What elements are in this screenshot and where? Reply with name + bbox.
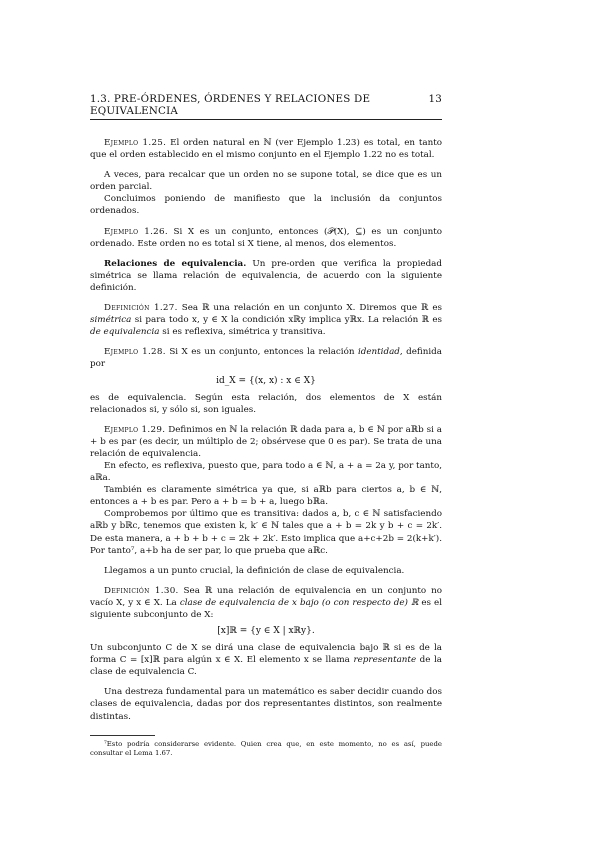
example-label: Ejemplo 1.26. [104, 226, 168, 237]
paragraph-simetrica: También es claramente simétrica ya que, si aℝb para ciertos a, b ∈ ℕ, entonces a + b es par. Pero a + b = b + a, luego bℝa. [90, 485, 442, 508]
running-header [90, 93, 442, 120]
footnote: ⁷Esto podría considerarse evidente. Quien crea que, en este momento, no es así, puede consultar el Lema 1.67. [90, 739, 442, 758]
paragraph-llegamos: Llegamos a un punto crucial, la definición de clase de equivalencia. [104, 565, 405, 576]
footnote-rule [90, 735, 155, 736]
paragraph-relaciones-equivalencia: Relaciones de equivalencia. Un pre-orden que verifica la propiedad simétrica se llama relación de equivalencia, de acuerdo con la siguiente definición. [90, 258, 442, 293]
paragraph-concluimos: Concluimos poniendo de manifiesto que la inclusión da conjuntos ordenados. [90, 194, 442, 217]
example-label: Ejemplo 1.28. [104, 347, 166, 358]
example-1-26: Ejemplo 1.26. Si X es un conjunto, entonces (𝒫(X), ⊆) es un conjunto ordenado. Este orden no es total si X tiene, al menos, dos elementos. [90, 226, 443, 249]
page-number: 13 [428, 93, 442, 105]
definition-1-27: Definición 1.27. Sea ℝ una relación en un conjunto X. Diremos que ℝ es simétrica si para todo x, y ∈ X la condición xℝy implica yℝx. La relación ℝ es de equivalencia si es reflexiva, simétrica y transitiva. [90, 303, 442, 338]
definition-label: Definición 1.30. [104, 585, 179, 596]
definition-label: Definición 1.27. [104, 303, 178, 314]
term-identidad: identidad [357, 347, 400, 358]
paragraph-subconjunto: Un subconjunto C de X se dirá una clase de equivalencia bajo ℝ si es de la forma C = [x]ℝ para algún x ∈ X. El elemento x se llama representante de la clase de equivalencia C. [90, 643, 443, 678]
term-de-equivalencia: de equivalencia [90, 327, 160, 338]
paragraph-a-veces: A veces, para recalcar que un orden no se supone total, se dice que es un orden parcial. [90, 170, 442, 193]
paragraph-transitiva: Comprobemos por último que es transitiva: dados a, b, c ∈ ℕ satisfaciendo aℝb y bℝc, tenemos que existen k, k′ ∈ ℕ tales que a + b = 2k y b + c = 2k′. De esta manera, a + b + b + c = 2k + 2k′. Esto implica que a+c+2b = 2(k+k′). Por tanto⁷, a+b ha de ser par, lo que prueba que aℝc. [90, 509, 442, 556]
example-1-28: Ejemplo 1.28. Si X es un conjunto, entonces la relación identidad, definida por [90, 347, 442, 370]
example-1-28-continued: es de equivalencia. Según esta relación, dos elementos de X están relacionados si, y sólo si, son iguales. [90, 392, 442, 415]
paragraph-destreza: Una destreza fundamental para un matemático es saber decidir cuando dos clases de equivalencia, dadas por dos representantes distintos, son realmente distintas. [90, 687, 442, 722]
example-1-25: Ejemplo 1.25. El orden natural en ℕ (ver Ejemplo 1.23) es total, en tanto que el orden establecido en el mismo conjunto en el Ejemplo 1.22 no es total. [90, 138, 443, 161]
formula-equivalence-class: [x]ℝ = {y ∈ X | xℝy}. [217, 626, 315, 637]
term-representante: representante [353, 655, 417, 666]
example-1-29: Ejemplo 1.29. Definimos en ℕ la relación ℝ dada para a, b ∈ ℕ por aℝb si a + b es par (es decir, un múltiplo de 2; obsérvese que 0 es par). Se trata de una relación de equivalencia. [90, 424, 442, 459]
term-clase-de-equivalencia: clase de equivalencia de x bajo (o con respecto de) ℝ [179, 597, 419, 608]
term-simetrica: simétrica [90, 315, 132, 326]
section-title: 1.3. PRE-ÓRDENES, ÓRDENES Y RELACIONES DE EQUIVALENCIA [90, 93, 371, 117]
example-label: Ejemplo 1.29. [104, 424, 166, 435]
subsection-title: Relaciones de equivalencia. [104, 258, 247, 269]
paragraph-reflexiva: En efecto, es reflexiva, puesto que, para todo a ∈ ℕ, a + a = 2a y, por tanto, aℝa. [90, 460, 442, 484]
formula-identity: id_X = {(x, x) : x ∈ X} [216, 375, 316, 386]
example-label: Ejemplo 1.25. [104, 138, 167, 148]
book-page [90, 93, 442, 759]
definition-1-30: Definición 1.30. Sea ℝ una relación de equivalencia en un conjunto no vacío X, y x ∈ X. La clase de equivalencia de x bajo (o con respecto de) ℝ es el siguiente subconjunto de X: [90, 585, 443, 620]
